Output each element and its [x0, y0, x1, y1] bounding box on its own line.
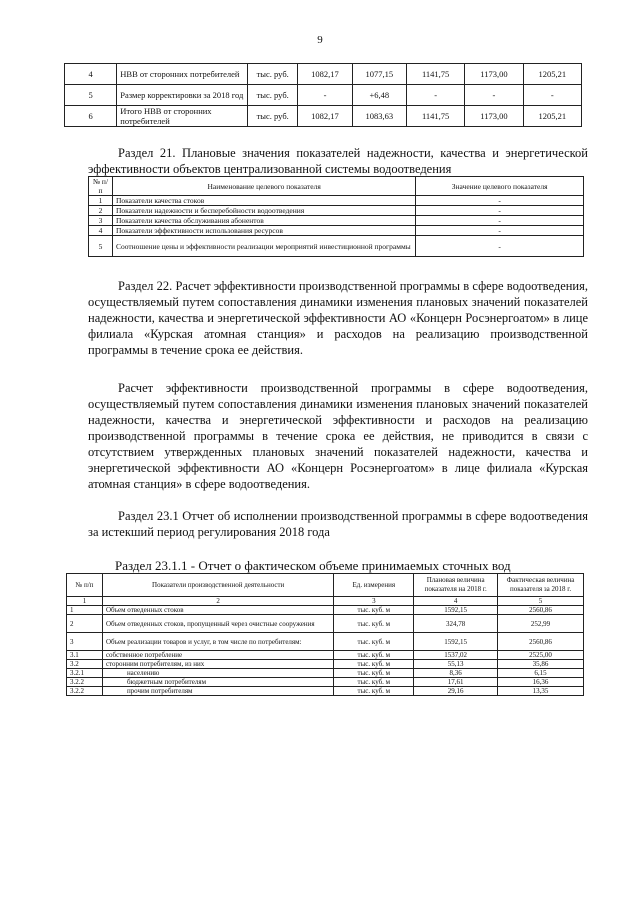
- row-number: 1: [67, 606, 103, 615]
- row-name: Показатели качества обслуживания абонентов: [112, 216, 415, 226]
- row-value: 1077,15: [352, 64, 406, 85]
- row-number: 2: [67, 615, 103, 633]
- row-number: 3: [67, 633, 103, 651]
- section-23-1-heading: Раздел 23.1 Отчет об исполнении производственной программы в сфере водоотведения за истекший период регулирования 2018 года: [88, 509, 588, 539]
- row-plan: 1592,15: [414, 633, 498, 651]
- row-plan: 17,61: [414, 678, 498, 687]
- row-value: 1083,63: [352, 106, 406, 127]
- row-unit: тыс. куб. м: [334, 669, 414, 678]
- row-number: 5: [89, 236, 113, 257]
- table-row: [67, 687, 584, 696]
- header-cell: Значение целевого показателя: [416, 177, 584, 196]
- row-name: Показатели эффективности использования ресурсов: [112, 226, 415, 236]
- row-fact: 2560,86: [498, 633, 584, 651]
- row-unit: тыс. куб. м: [334, 678, 414, 687]
- table-row: [67, 669, 584, 678]
- row-name: Объем отведенных стоков, пропущенный через очистные сооружения: [102, 615, 333, 633]
- efficiency-paragraph: Расчет эффективности производственной программы в сфере водоотведения, осуществляемый путем сопоставления динамики изменения плановых значений показателей надежности, качества и энергетической эффективности и расходов на реализацию производственной программы в течение срока ее действия, не приводится в связи с отсутствием утвержденных плановых значений показателей надежности, качества и энергетической эффективности АО «Концерн Росэнергоатом» в лице филиала «Курская атомная станция» в сфере водоотведения.: [88, 381, 588, 491]
- column-number: 4: [414, 597, 498, 606]
- row-value: -: [416, 236, 584, 257]
- column-number: 1: [67, 597, 103, 606]
- row-plan: 1592,15: [414, 606, 498, 615]
- table-row: [89, 226, 584, 236]
- row-plan: 55,13: [414, 660, 498, 669]
- row-number: 3.2.1: [67, 669, 103, 678]
- row-value: -: [416, 196, 584, 206]
- row-number: 1: [89, 196, 113, 206]
- row-name: Объем отведенных стоков: [102, 606, 333, 615]
- row-fact: 2560,86: [498, 606, 584, 615]
- row-number: 3.2: [67, 660, 103, 669]
- row-name: прочим потребителям: [102, 687, 333, 696]
- row-unit: тыс. куб. м: [334, 651, 414, 660]
- row-number: 3.1: [67, 651, 103, 660]
- row-name: сторонним потребителям, из них: [102, 660, 333, 669]
- row-value: 1141,75: [406, 106, 464, 127]
- row-value: +6,48: [352, 85, 406, 106]
- row-name: Итого НВВ от сторонних потребителей: [117, 106, 248, 127]
- table-row: [65, 85, 582, 106]
- table-row: [89, 236, 584, 257]
- header-cell: Наименование целевого показателя: [112, 177, 415, 196]
- row-number: 6: [65, 106, 117, 127]
- row-value: -: [416, 206, 584, 216]
- row-name: Соотношение цены и эффективности реализации мероприятий инвестиционной программы: [112, 236, 415, 257]
- page-number: 9: [317, 34, 323, 46]
- row-value: -: [523, 85, 581, 106]
- table-row: [67, 615, 584, 633]
- column-number: 5: [498, 597, 584, 606]
- row-number: 3.2.2: [67, 678, 103, 687]
- table-row: [67, 633, 584, 651]
- target-indicators-table: [88, 176, 584, 257]
- row-unit: тыс. куб. м: [334, 633, 414, 651]
- row-fact: 6,15: [498, 669, 584, 678]
- nvv-table: [64, 63, 582, 127]
- row-value: 1205,21: [523, 106, 581, 127]
- row-fact: 13,35: [498, 687, 584, 696]
- column-number: 3: [334, 597, 414, 606]
- row-name: бюджетным потребителям: [102, 678, 333, 687]
- column-number-row: [67, 597, 584, 606]
- row-value: -: [416, 216, 584, 226]
- table-header-row: [89, 177, 584, 196]
- row-name: Показатели надежности и бесперебойности водоотведения: [112, 206, 415, 216]
- section-21-heading: Раздел 21. Плановые значения показателей надежности, качества и энергетической эффективности объектов централизованной системы водоотведения: [88, 146, 588, 176]
- header-cell: Плановая величина показателя на 2018 г.: [414, 574, 498, 597]
- row-value: -: [406, 85, 464, 106]
- header-cell: Показатели производственной деятельности: [102, 574, 333, 597]
- row-unit: тыс. руб.: [248, 64, 298, 85]
- row-value: -: [416, 226, 584, 236]
- section-22-text: Раздел 22. Расчет эффективности производственной программы в сфере водоотведения, осуществляемый путем сопоставления динамики изменения плановых значений показателей надежности, качества и энергетической эффективности АО «Концерн Росэнергоатом» в лице филиала «Курская атомная станция» и расходов на реализацию производственной программы в течение срока ее действия.: [88, 279, 588, 357]
- row-unit: тыс. куб. м: [334, 687, 414, 696]
- row-plan: 8,36: [414, 669, 498, 678]
- row-number: 2: [89, 206, 113, 216]
- row-fact: 35,86: [498, 660, 584, 669]
- row-value: 1082,17: [298, 64, 352, 85]
- row-value: 1141,75: [406, 64, 464, 85]
- row-number: 5: [65, 85, 117, 106]
- table-row: [67, 660, 584, 669]
- row-plan: 324,78: [414, 615, 498, 633]
- header-cell: Фактическая величина показателя за 2018 г.: [498, 574, 584, 597]
- column-number: 2: [102, 597, 333, 606]
- row-name: Показатели качества стоков: [112, 196, 415, 206]
- row-value: 1082,17: [298, 106, 352, 127]
- table-row: [89, 206, 584, 216]
- row-number: 4: [89, 226, 113, 236]
- row-value: -: [465, 85, 523, 106]
- row-unit: тыс. куб. м: [334, 660, 414, 669]
- row-name: населению: [102, 669, 333, 678]
- row-unit: тыс. руб.: [248, 106, 298, 127]
- row-value: 1173,00: [465, 64, 523, 85]
- wastewater-volume-table: [66, 573, 584, 696]
- table-row: [67, 651, 584, 660]
- row-name: Объем реализации товаров и услуг, в том числе по потребителям:: [102, 633, 333, 651]
- row-name: собственное потребление: [102, 651, 333, 660]
- table-row: [65, 64, 582, 85]
- table-row: [65, 106, 582, 127]
- row-value: 1205,21: [523, 64, 581, 85]
- row-plan: 1537,02: [414, 651, 498, 660]
- row-number: 4: [65, 64, 117, 85]
- row-unit: тыс. руб.: [248, 85, 298, 106]
- row-fact: 16,36: [498, 678, 584, 687]
- row-number: 3.2.2: [67, 687, 103, 696]
- row-unit: тыс. куб. м: [334, 606, 414, 615]
- table-row: [67, 678, 584, 687]
- row-number: 3: [89, 216, 113, 226]
- row-name: Размер корректировки за 2018 год: [117, 85, 248, 106]
- table-row: [67, 606, 584, 615]
- table-row: [89, 196, 584, 206]
- row-value: 1173,00: [465, 106, 523, 127]
- header-cell: № п/п: [67, 574, 103, 597]
- row-fact: 252,99: [498, 615, 584, 633]
- row-unit: тыс. куб. м: [334, 615, 414, 633]
- row-value: -: [298, 85, 352, 106]
- header-cell: № п/п: [89, 177, 113, 196]
- table-header-row: [67, 574, 584, 597]
- row-fact: 2525,00: [498, 651, 584, 660]
- row-name: НВВ от сторонних потребителей: [117, 64, 248, 85]
- table-row: [89, 216, 584, 226]
- row-plan: 29,16: [414, 687, 498, 696]
- section-23-1-1-caption: Раздел 23.1.1 - Отчет о фактическом объеме принимаемых сточных вод: [115, 558, 511, 573]
- header-cell: Ед. измерения: [334, 574, 414, 597]
